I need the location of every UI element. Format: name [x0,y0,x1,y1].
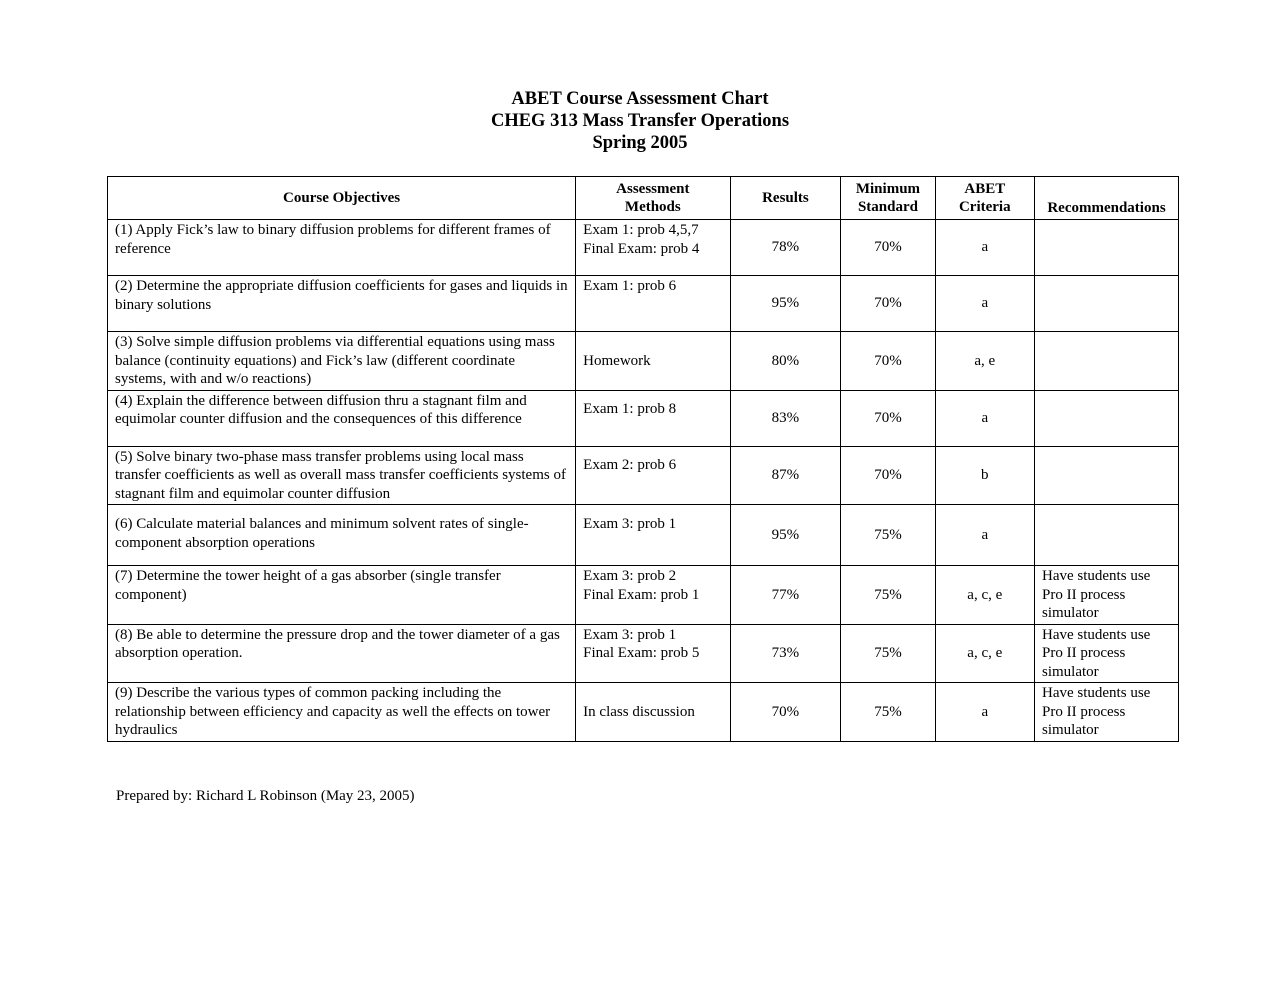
prepared-by: Prepared by: Richard L Robinson (May 23, 2005) [116,788,415,804]
methods-cell: Exam 1: prob 6 [576,276,730,332]
objective-cell: (1) Apply Fick’s law to binary diffusion problems for different frames of reference [108,220,576,276]
objective-cell: (2) Determine the appropriate diffusion coefficients for gases and liquids in binary solutions [108,276,576,332]
objective-cell: (6) Calculate material balances and minimum solvent rates of single-component absorption operations [108,505,576,566]
table-row [108,624,1179,683]
objective-cell: (3) Solve simple diffusion problems via differential equations using mass balance (continuity equations) and Fick’s law (different coordinate systems, with and w/o reactions) [108,332,576,391]
results-cell: 80% [730,332,841,391]
objective-cell: (7) Determine the tower height of a gas absorber (single transfer component) [108,566,576,625]
assessment-table [107,176,1179,742]
recommendations-cell: Have students use Pro II process simulator [1035,624,1179,683]
table-row [108,505,1179,566]
methods-cell: Exam 1: prob 4,5,7 Final Exam: prob 4 [576,220,730,276]
objective-cell: (5) Solve binary two-phase mass transfer problems using local mass transfer coefficients as well as overall mass transfer coefficients systems of stagnant film and equimolar counter diffusion [108,446,576,505]
table-header-row [108,177,1179,220]
results-cell: 95% [730,276,841,332]
minimum-cell: 75% [841,624,935,683]
table-row [108,446,1179,505]
results-cell: 70% [730,683,841,742]
methods-cell: Exam 3: prob 1 Final Exam: prob 5 [576,624,730,683]
header-minimum-standard: Minimum Standard [841,177,935,220]
minimum-cell: 75% [841,683,935,742]
criteria-cell: a [935,220,1034,276]
table-row [108,332,1179,391]
header-results: Results [730,177,841,220]
objective-cell: (4) Explain the difference between diffusion thru a stagnant film and equimolar counter diffusion and the consequences of this difference [108,390,576,446]
minimum-cell: 70% [841,276,935,332]
document-title [0,88,1280,154]
title-line-2: CHEG 313 Mass Transfer Operations [490,111,790,131]
table-row [108,276,1179,332]
criteria-cell: a [935,505,1034,566]
minimum-cell: 75% [841,505,935,566]
table-row [108,390,1179,446]
criteria-cell: a [935,683,1034,742]
header-recommendations: Recommendations [1035,177,1179,220]
recommendations-cell [1035,332,1179,391]
criteria-cell: a, e [935,332,1034,391]
criteria-cell: a, c, e [935,566,1034,625]
criteria-cell: a, c, e [935,624,1034,683]
criteria-cell: b [935,446,1034,505]
methods-cell: Exam 1: prob 8 [576,390,730,446]
minimum-cell: 70% [841,220,935,276]
minimum-cell: 70% [841,332,935,391]
methods-cell: Homework [576,332,730,391]
table-row [108,220,1179,276]
results-cell: 78% [730,220,841,276]
results-cell: 77% [730,566,841,625]
table-row [108,566,1179,625]
results-cell: 87% [730,446,841,505]
recommendations-cell [1035,276,1179,332]
results-cell: 95% [730,505,841,566]
title-line-3: Spring 2005 [592,133,688,153]
methods-cell: Exam 3: prob 1 [576,505,730,566]
methods-cell: Exam 2: prob 6 [576,446,730,505]
table-row [108,683,1179,742]
results-cell: 83% [730,390,841,446]
objective-cell: (8) Be able to determine the pressure drop and the tower diameter of a gas absorption operation. [108,624,576,683]
methods-cell: In class discussion [576,683,730,742]
header-assessment-methods: Assessment Methods [576,177,730,220]
header-abet-criteria: ABET Criteria [935,177,1034,220]
objective-cell: (9) Describe the various types of common packing including the relationship between efficiency and capacity as well the effects on tower hydraulics [108,683,576,742]
recommendations-cell [1035,505,1179,566]
minimum-cell: 75% [841,566,935,625]
recommendations-cell: Have students use Pro II process simulator [1035,683,1179,742]
header-course-objectives: Course Objectives [108,177,576,220]
criteria-cell: a [935,276,1034,332]
recommendations-cell [1035,220,1179,276]
recommendations-cell: Have students use Pro II process simulator [1035,566,1179,625]
minimum-cell: 70% [841,390,935,446]
recommendations-cell [1035,446,1179,505]
recommendations-cell [1035,390,1179,446]
methods-cell: Exam 3: prob 2 Final Exam: prob 1 [576,566,730,625]
minimum-cell: 70% [841,446,935,505]
criteria-cell: a [935,390,1034,446]
results-cell: 73% [730,624,841,683]
title-line-1: ABET Course Assessment Chart [511,89,769,109]
